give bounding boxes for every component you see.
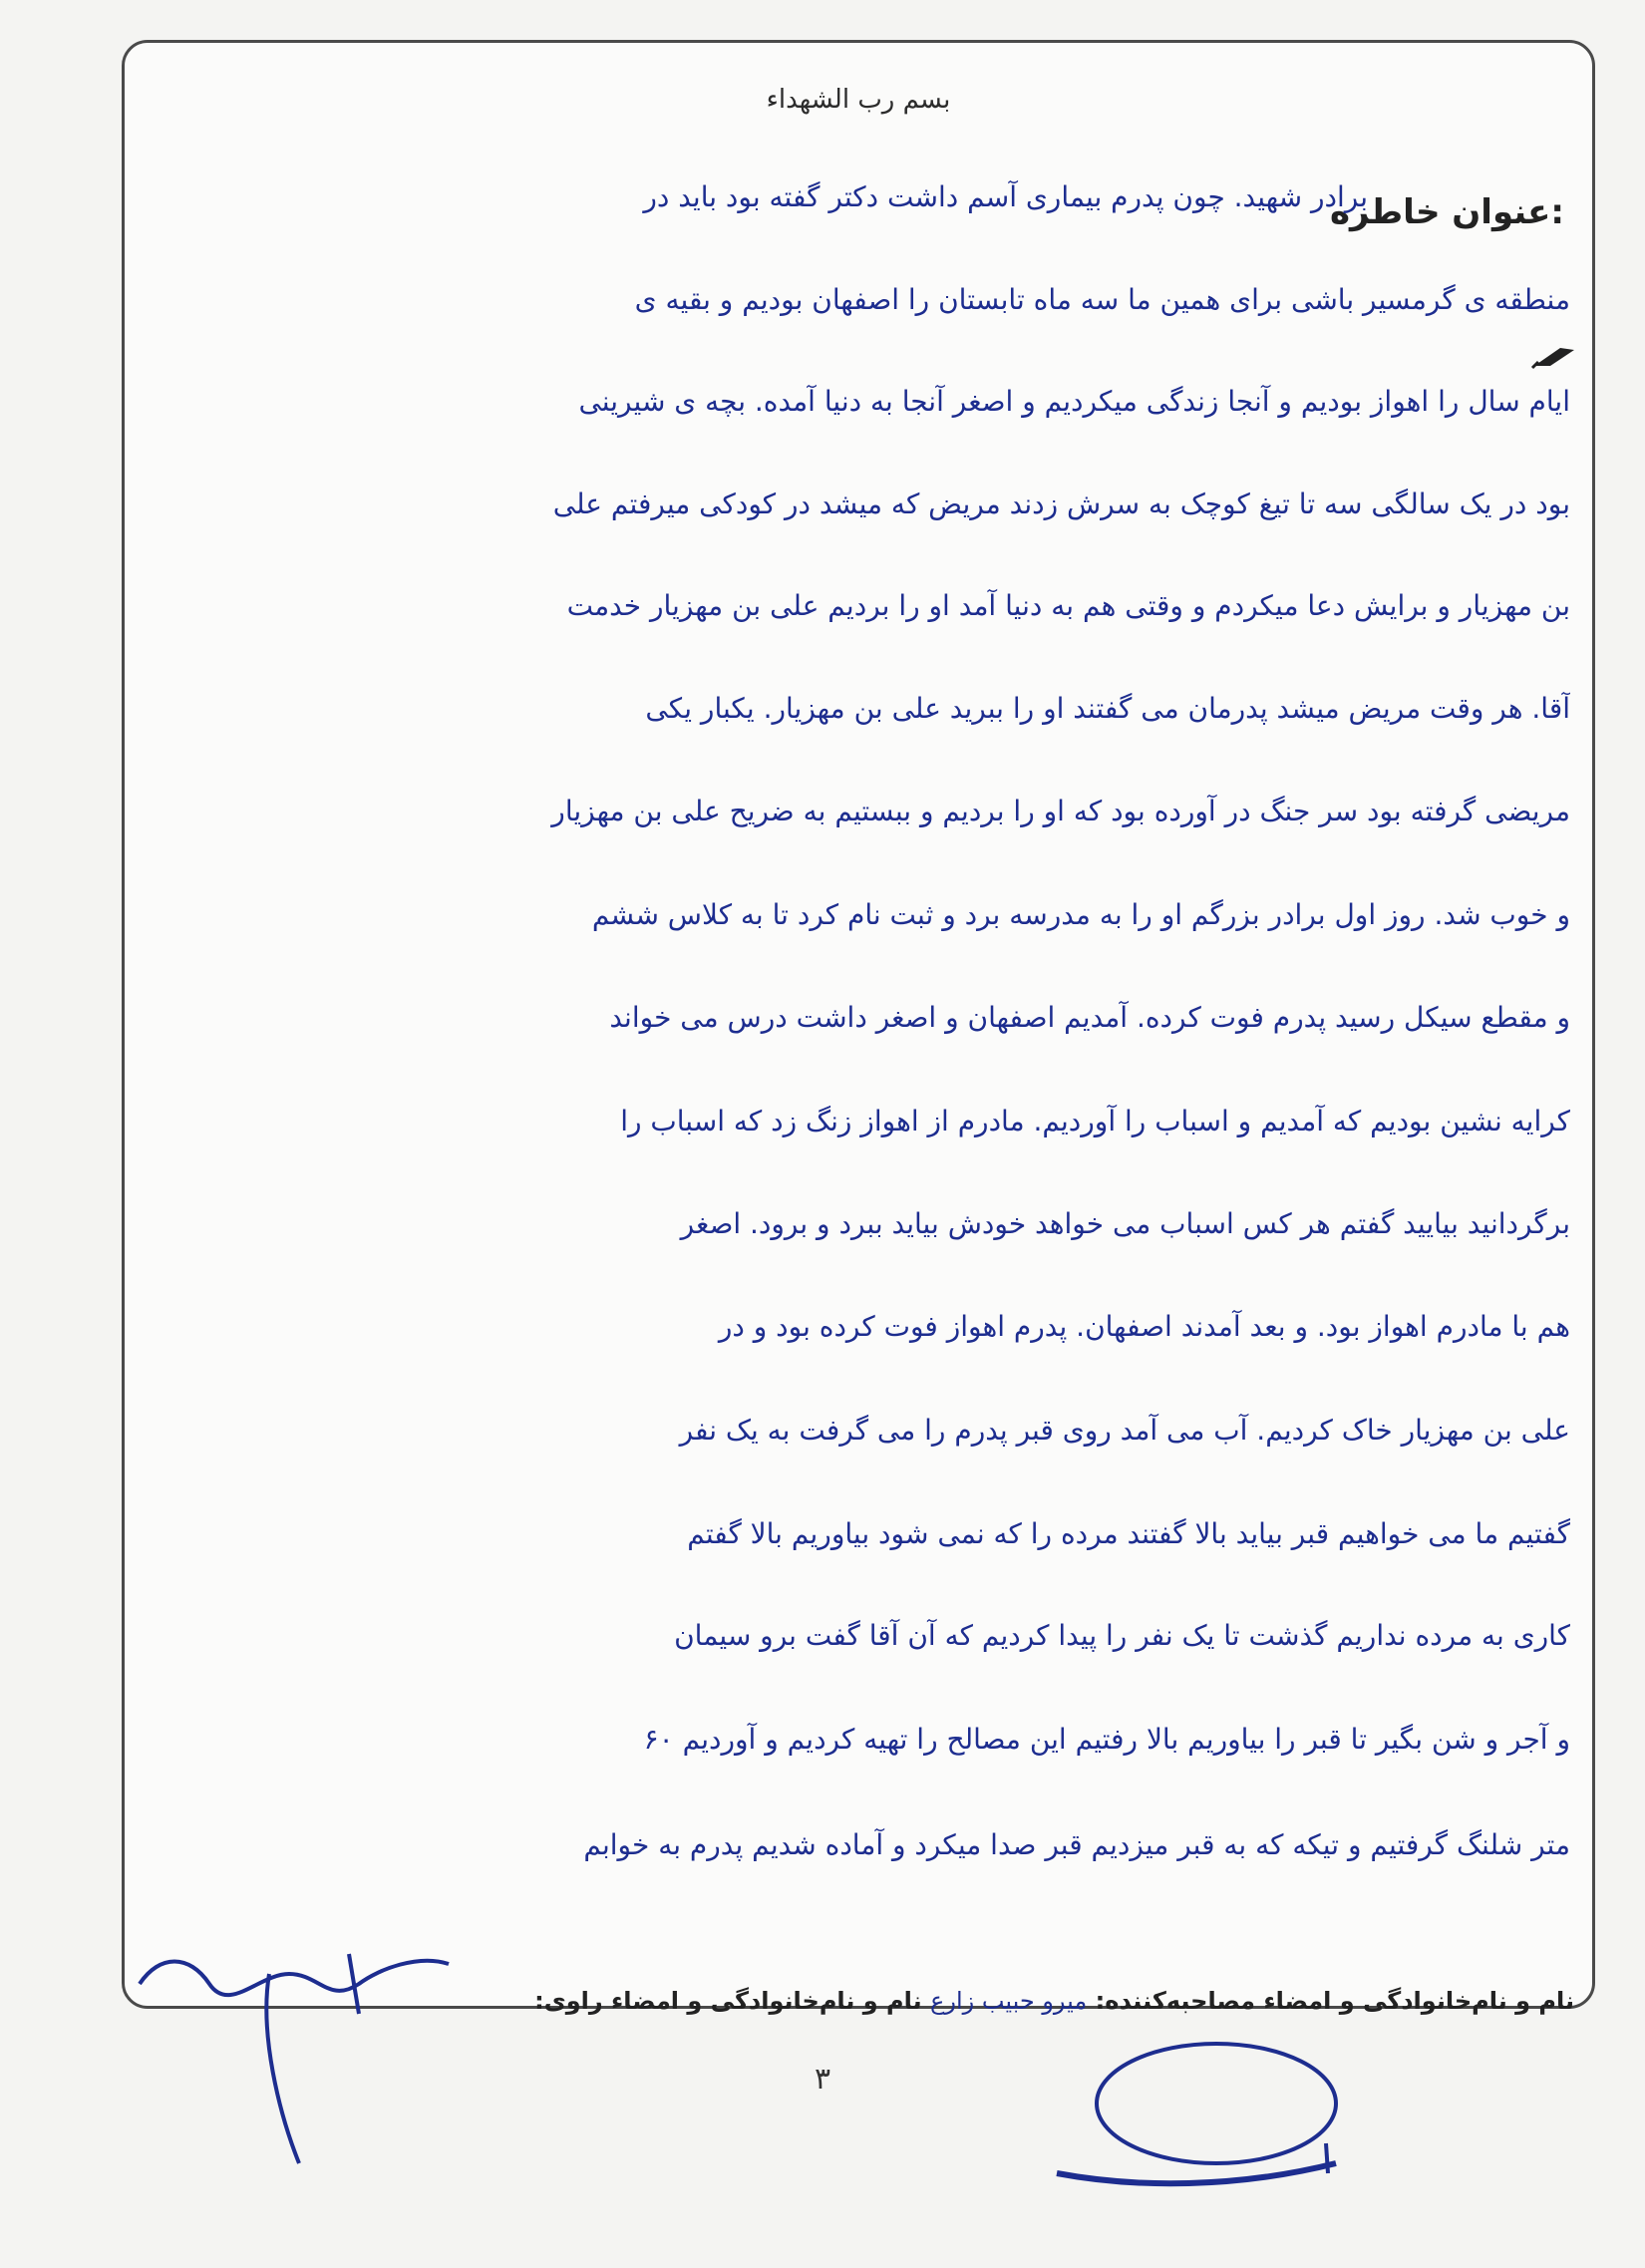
page-number: ۳ bbox=[814, 2062, 831, 2097]
memoir-line-text: آقا. هر وقت مریض میشد پدرمان می گفتند او را ببرید علی بن مهزیار. یکبار یکی bbox=[645, 684, 1570, 734]
page-header: بسم رب الشهداء bbox=[766, 85, 951, 115]
memoir-line bbox=[143, 1199, 1570, 1249]
memoir-line bbox=[143, 993, 1570, 1043]
memoir-line bbox=[143, 787, 1570, 836]
memoir-line-text: علی بن مهزیار خاک کردیم. آب می آمد روی قبر پدرم را می گرفت به یک نفر bbox=[680, 1406, 1570, 1456]
memoir-line-text: برادر شهید. چون پدرم بیماری آسم داشت دکتر گفته بود باید در bbox=[643, 172, 1368, 222]
memoir-line-text: مریضی گرفته بود سر جنگ در آورده بود که او را بردیم و ببستیم به ضریح علی بن مهزیار bbox=[551, 787, 1570, 836]
memoir-sheet bbox=[122, 40, 1595, 2015]
memoir-title-label: عنوان خاطره: bbox=[1329, 192, 1564, 232]
memoir-line-text: و آجر و شن بگیر تا قبر را بیاوریم بالا رفتیم این مصالح را تهیه کردیم و آوردیم ۶۰ bbox=[644, 1715, 1570, 1765]
memoir-line-text: منطقه ی گرمسیر باشی برای همین ما سه ماه تابستان را اصفهان بودیم و بقیه ی bbox=[635, 275, 1570, 325]
memoir-line-text: متر شلنگ گرفتیم و تیکه که به قبر میزدیم قبر صدا میکرد و آماده شدیم پدرم به خوابم bbox=[583, 1820, 1570, 1870]
memoir-line-text: بود در یک سالگی سه تا تیغ کوچک به سرش زدند مریض که میشد در کودکی میرفتم علی bbox=[553, 480, 1570, 529]
memoir-line bbox=[143, 1611, 1570, 1661]
memoir-line-text: هم با مادرم اهواز بود. و بعد آمدند اصفهان. پدرم اهواز فوت کرده بود و در bbox=[719, 1302, 1570, 1352]
memoir-line-text: ایام سال را اهواز بودیم و آنجا زندگی میکردیم و اصغر آنجا به دنیا آمده. بچه ی شیرینی bbox=[578, 377, 1570, 427]
memoir-line bbox=[143, 377, 1570, 427]
memoir-line bbox=[143, 1302, 1570, 1352]
memoir-line bbox=[143, 581, 1570, 631]
interviewer-label: نام و نام‌خانوادگی و امضاء مصاحبه‌کننده: bbox=[1095, 1987, 1574, 2015]
memoir-line-text: کرایه نشین بودیم که آمدیم و اسباب را آوردیم. مادرم از اهواز زنگ زد که اسباب را bbox=[620, 1097, 1570, 1146]
narrator-label: نام و نام‌خانوادگی و امضاء راوی: bbox=[534, 1987, 922, 2015]
memoir-line-text: و مقطع سیکل رسید پدرم فوت کرده. آمدیم اصفهان و اصغر داشت درس می خواند bbox=[609, 993, 1570, 1043]
narrator-signature bbox=[120, 1914, 479, 2173]
memoir-line bbox=[143, 684, 1570, 734]
memoir-line bbox=[143, 275, 1570, 325]
memoir-line-text: گفتیم ما می خواهیم قبر بیاید بالا گفتند مرده را که نمی شود بیاوریم بالا گفتم bbox=[687, 1509, 1570, 1559]
memoir-line bbox=[143, 1715, 1570, 1765]
footer-signature-row bbox=[534, 1987, 1574, 2015]
interviewer-name: میرو حبیب زارع bbox=[930, 1987, 1088, 2015]
memoir-line-text: برگردانید بیایید گفتم هر کس اسباب می خواهد خودش بیاید ببرد و برود. اصغر bbox=[681, 1199, 1570, 1249]
interviewer-signature bbox=[997, 2024, 1396, 2223]
memoir-line bbox=[143, 172, 1368, 222]
memoir-line-text: بن مهزیار و برایش دعا میکردم و وقتی هم به دنیا آمد او را بردیم علی بن مهزیار خدمت bbox=[567, 581, 1570, 631]
memoir-line bbox=[143, 1097, 1570, 1146]
memoir-line bbox=[143, 1406, 1570, 1456]
memoir-line bbox=[143, 890, 1570, 940]
memoir-line bbox=[143, 1820, 1570, 1870]
pen-icon bbox=[1530, 344, 1580, 370]
memoir-line-text: کاری به مرده نداریم گذشت تا یک نفر را پیدا کردیم که آن آقا گفت برو سیمان bbox=[674, 1611, 1570, 1661]
memoir-line-text: و خوب شد. روز اول برادر بزرگم او را به مدرسه برد و ثبت نام کرد تا به کلاس ششم bbox=[592, 890, 1570, 940]
memoir-line bbox=[143, 1509, 1570, 1559]
memoir-line bbox=[143, 480, 1570, 529]
